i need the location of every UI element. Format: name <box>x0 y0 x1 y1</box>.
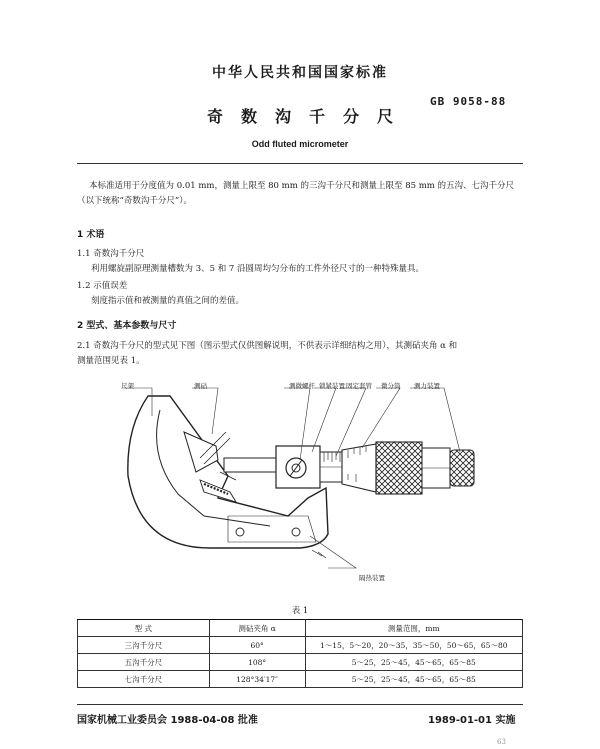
table-row <box>78 654 523 671</box>
label-thimble: 微分筒 <box>381 382 401 390</box>
cell-angle: 128°34′17″ <box>209 671 305 688</box>
cell-angle: 108° <box>209 654 305 671</box>
header-anvil-angle: 测砧夹角 α <box>209 620 305 637</box>
cell-range: 1～15，5～20，20～35，35～50，50～65，65～80 <box>305 637 522 654</box>
clause-1-2-heading: 1.2 示值误差 <box>77 281 128 291</box>
approval-info: 国家机械工业委员会 1988-04-08 批准 <box>77 715 258 726</box>
clause-2-1-text-line1: 2.1 奇数沟千分尺的型式见下图（图示型式仅供图解说明，不供表示详细结构之用），其测砧夹角 α 和 <box>77 341 458 351</box>
clause-2-1-text-line2: 测量范围见表 1。 <box>77 356 145 366</box>
intro-paragraph: 本标准适用于分度值为 0.01 mm，测量上限至 80 mm 的三沟千分尺和测量上限至 85 mm 的五沟、七沟千分尺（以下统称“奇数沟千分尺”）。 <box>77 181 515 206</box>
clause-1-1-heading: 1.1 奇数沟千分尺 <box>77 249 145 259</box>
parameters-table <box>77 619 523 688</box>
section-1-heading: 1 术语 <box>77 230 105 240</box>
table-row <box>78 671 523 688</box>
cell-type: 五沟千分尺 <box>78 654 210 671</box>
header-rule <box>77 163 523 164</box>
clause-1-2-text: 刻度指示值和被测量的真值之间的差值。 <box>91 296 245 306</box>
cell-range: 5～25，25～45，45～65，65～85 <box>305 654 522 671</box>
label-ratchet: 测力装置 <box>414 382 440 390</box>
frame-screw-1 <box>236 528 244 536</box>
clause-1-1-text: 利用螺旋副原理测量槽数为 3、5 和 7 沿圆周均匀分布的工件外径尺寸的一种特殊量具。 <box>91 264 425 274</box>
cell-type: 七沟千分尺 <box>78 671 210 688</box>
standard-title: 奇数沟千分尺 <box>206 107 411 126</box>
thimble-body <box>342 444 376 492</box>
label-insulation: 隔热装置 <box>359 574 385 582</box>
section-2-heading: 2 型式、基本参数与尺寸 <box>77 321 177 331</box>
label-spindle: 测微螺杆 <box>289 382 315 390</box>
effective-date: 1989-01-01 实施 <box>428 715 516 726</box>
issuing-authority: 中华人民共和国国家标准 <box>212 65 388 81</box>
cell-range: 5～25，25～45，45～65，65～85 <box>305 671 522 688</box>
header-range: 测量范围，mm <box>305 620 522 637</box>
standard-number: GB 9058-88 <box>430 95 507 108</box>
label-frame: 尺架 <box>121 382 134 390</box>
cell-type: 三沟千分尺 <box>78 637 210 654</box>
page-number: 63 <box>497 738 506 746</box>
label-lock: 锁紧装置 <box>319 382 345 390</box>
label-sleeve: 固定套管 <box>346 382 372 390</box>
table-header-row <box>78 620 523 637</box>
thimble-knurl <box>376 442 422 494</box>
ratchet <box>450 450 474 486</box>
footer-rule <box>77 704 523 705</box>
frame-screw-2 <box>292 528 300 536</box>
label-anvil: 测砧 <box>194 382 207 390</box>
table-row <box>78 637 523 654</box>
micrometer-figure <box>100 376 520 586</box>
cell-angle: 60° <box>209 637 305 654</box>
table-caption: 表 1 <box>291 606 309 616</box>
header-type: 型 式 <box>78 620 210 637</box>
spindle <box>224 458 280 472</box>
english-title: Odd fluted micrometer <box>251 139 349 149</box>
